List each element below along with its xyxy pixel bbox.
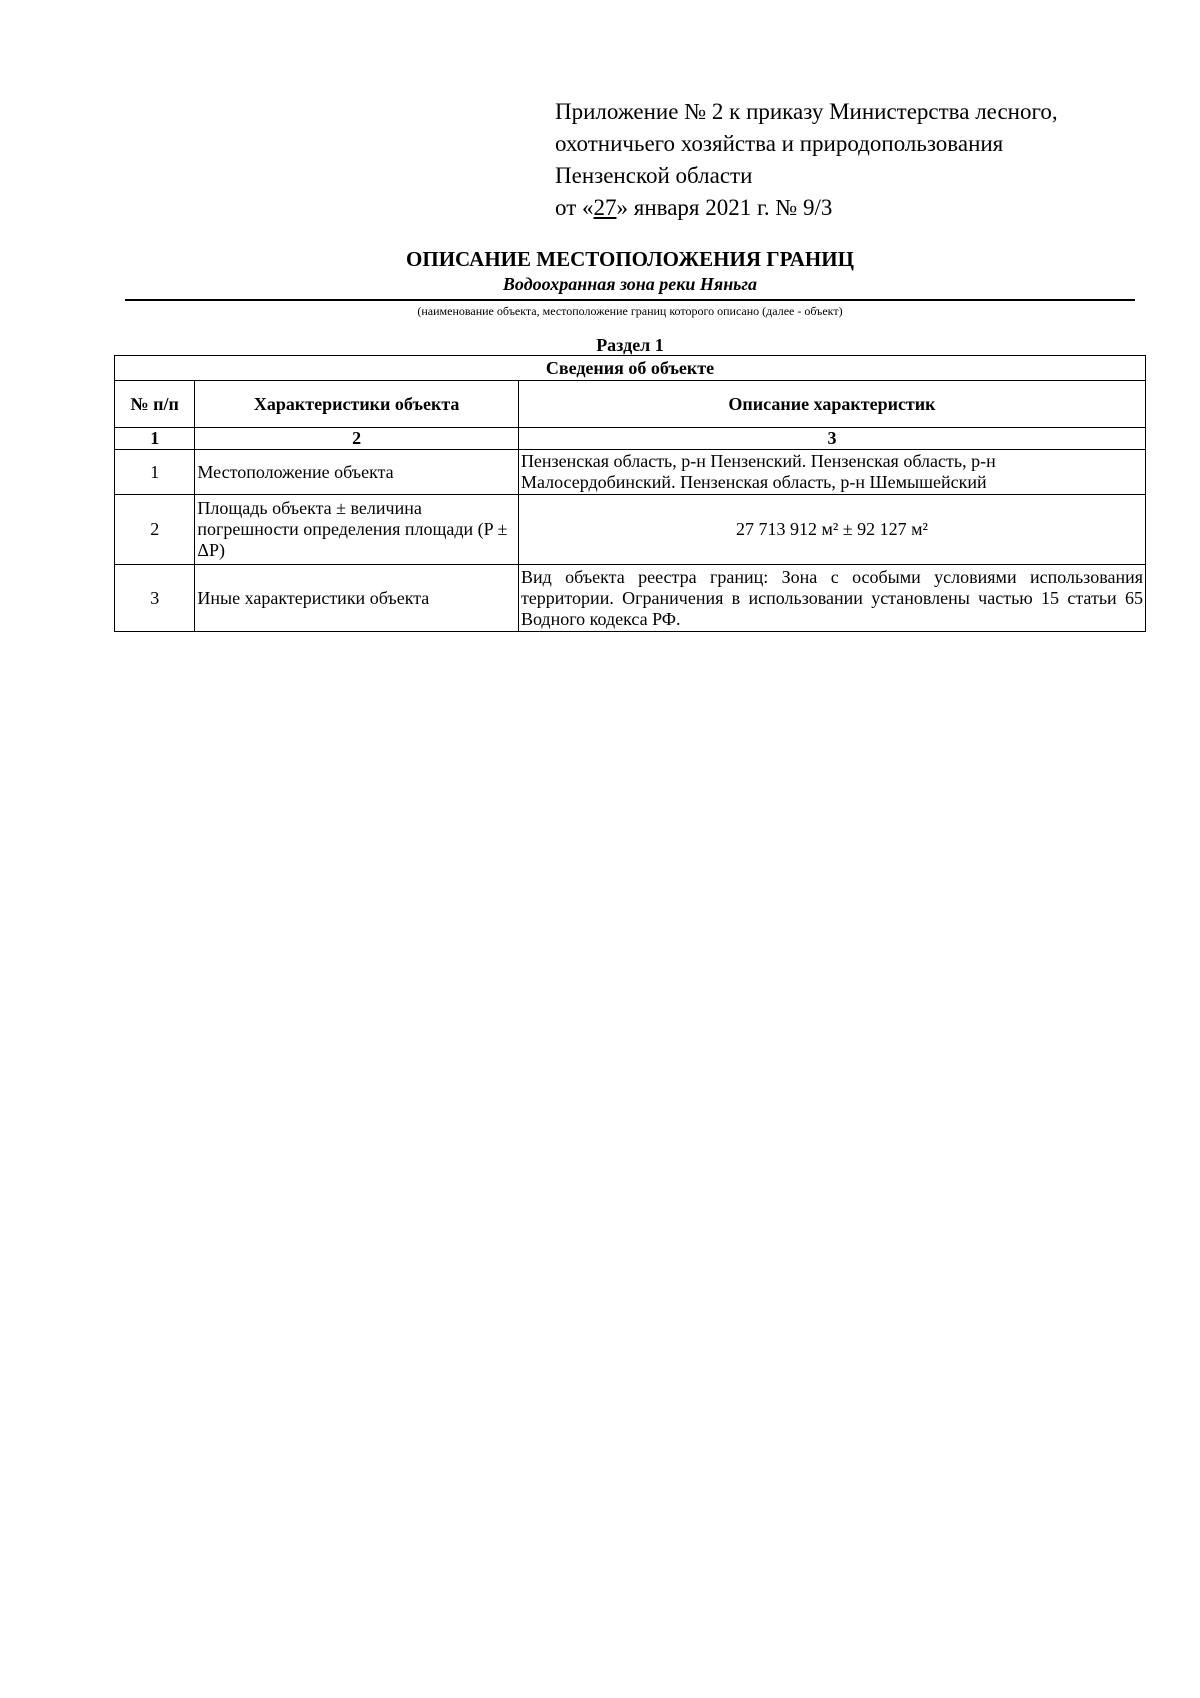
table-caption-row — [115, 356, 1146, 381]
appendix-line-1: Приложение № 2 к приказу Министерства лесного, — [555, 99, 1058, 124]
column-number-row — [115, 428, 1146, 450]
date-suffix: » января 2021 г. № 9/3 — [616, 195, 833, 220]
document-subtitle: Водоохранная зона реки Няньга — [502, 274, 758, 294]
appendix-line-3: Пензенской области — [555, 163, 753, 188]
object-info-table — [114, 355, 1146, 632]
document-title: ОПИСАНИЕ МЕСТОПОЛОЖЕНИЯ ГРАНИЦ — [406, 247, 854, 271]
row-description: 27 713 912 м² ± 92 127 м² — [518, 495, 1145, 565]
table-header-row — [115, 381, 1146, 428]
row-number: 3 — [115, 565, 195, 632]
date-day: 27 — [593, 195, 617, 220]
row-number: 1 — [115, 450, 195, 495]
table-row — [115, 450, 1146, 495]
row-description: Вид объекта реестра границ: Зона с особыми условиями использования территории. Ограничения в использовании установлены частью 15 статьи 65 Водного кодекса РФ. — [518, 565, 1145, 632]
row-characteristic: Местоположение объекта — [195, 450, 519, 495]
title-block — [125, 246, 1135, 296]
row-description: Пензенская область, р-н Пензенский. Пензенская область, р-н Малосердобинский. Пензенская область, р-н Шемышейский — [518, 450, 1145, 495]
table-row — [115, 565, 1146, 632]
title-underline — [125, 299, 1135, 301]
appendix-line-2: охотничьего хозяйства и природопользования — [555, 131, 1004, 156]
appendix-date-line — [555, 192, 1058, 224]
row-characteristic: Площадь объекта ± величина погрешности определения площади (P ± ΔP) — [195, 495, 519, 565]
object-caption: (наименование объекта, местоположение границ которого описано (далее - объект) — [417, 304, 843, 318]
table-caption: Сведения об объекте — [115, 356, 1146, 381]
row-number: 2 — [115, 495, 195, 565]
column-number: 2 — [195, 428, 519, 450]
appendix-header — [555, 96, 1058, 224]
header-characteristics: Характеристики объекта — [195, 381, 519, 428]
column-number: 1 — [115, 428, 195, 450]
section-label: Раздел 1 — [596, 335, 664, 355]
header-number: № п/п — [115, 381, 195, 428]
column-number: 3 — [518, 428, 1145, 450]
header-description: Описание характеристик — [518, 381, 1145, 428]
date-prefix: от « — [555, 195, 594, 220]
row-characteristic: Иные характеристики объекта — [195, 565, 519, 632]
table-row — [115, 495, 1146, 565]
